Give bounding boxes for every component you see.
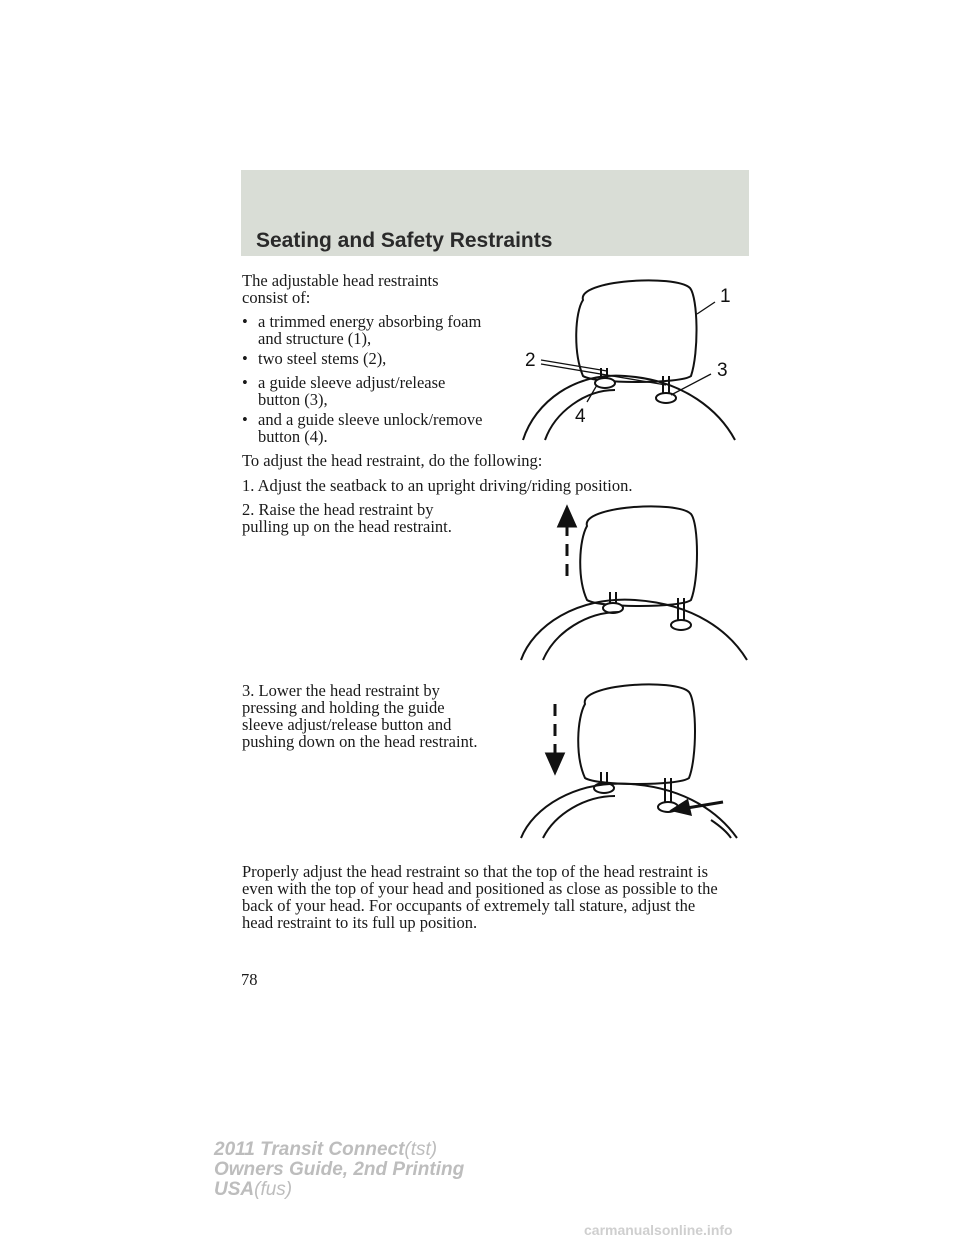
footer-model-code: (tst)	[404, 1139, 438, 1160]
closing-line-1: Properly adjust the head restraint so that the top of the head restraint is	[242, 862, 708, 881]
raise-diagram	[515, 500, 755, 668]
lower-head-restraint-figure	[515, 680, 755, 842]
footer-market-code: (fus)	[254, 1179, 293, 1200]
closing-line-3: back of your head. For occupants of extremely tall stature, adjust the	[242, 896, 696, 915]
step-3-line-3: sleeve adjust/release button and	[242, 715, 452, 734]
closing-line-2: even with the top of your head and positioned as close as possible to the	[242, 879, 718, 898]
step-3-line-1: 3. Lower the head restraint by	[242, 681, 440, 700]
footer-market: USA	[214, 1179, 255, 1200]
step-3-line-4: pushing down on the head restraint.	[242, 732, 478, 751]
lower-diagram	[515, 680, 755, 842]
step-1: 1. Adjust the seatback to an upright driving/riding position.	[242, 476, 633, 495]
print-footer	[214, 1140, 464, 1200]
adjust-intro: To adjust the head restraint, do the following:	[242, 451, 543, 470]
step-2-line-2: pulling up on the head restraint.	[242, 517, 452, 536]
raise-head-restraint-figure	[515, 500, 755, 668]
bullet-line: a trimmed energy absorbing foam	[258, 312, 482, 331]
callout-1: 1	[720, 286, 731, 307]
step-3-line-2: pressing and holding the guide	[242, 698, 445, 717]
step-2-line-1: 2. Raise the head restraint by	[242, 500, 434, 519]
footer-model: 2011 Transit Connect	[214, 1139, 405, 1160]
intro-line-2: consist of:	[242, 288, 311, 307]
bullet-glyph: •	[242, 373, 248, 392]
bullet-line: and structure (1),	[258, 329, 372, 348]
bullet-line: two steel stems (2),	[258, 349, 387, 368]
callout-3: 3	[717, 360, 728, 381]
bullet-glyph: •	[242, 312, 248, 331]
page-number: 78	[241, 970, 258, 989]
section-title: Seating and Safety Restraints	[256, 229, 553, 252]
bullet-line: button (4).	[258, 427, 328, 446]
bullet-line: and a guide sleeve unlock/remove	[258, 410, 483, 429]
footer-edition: Owners Guide, 2nd Printing	[214, 1159, 465, 1180]
bullet-glyph: •	[242, 410, 248, 429]
closing-line-4: head restraint to its full up position.	[242, 913, 478, 932]
callout-2: 2	[525, 350, 536, 371]
watermark: carmanualsonline.info	[584, 1222, 733, 1238]
bullet-line: button (3),	[258, 390, 328, 409]
bullet-glyph: •	[242, 349, 248, 368]
head-restraint-components-figure	[515, 272, 755, 444]
bullet-line: a guide sleeve adjust/release	[258, 373, 446, 392]
head-restraint-diagram	[515, 272, 755, 444]
intro-line-1: The adjustable head restraints	[242, 271, 439, 290]
callout-4: 4	[575, 406, 586, 427]
